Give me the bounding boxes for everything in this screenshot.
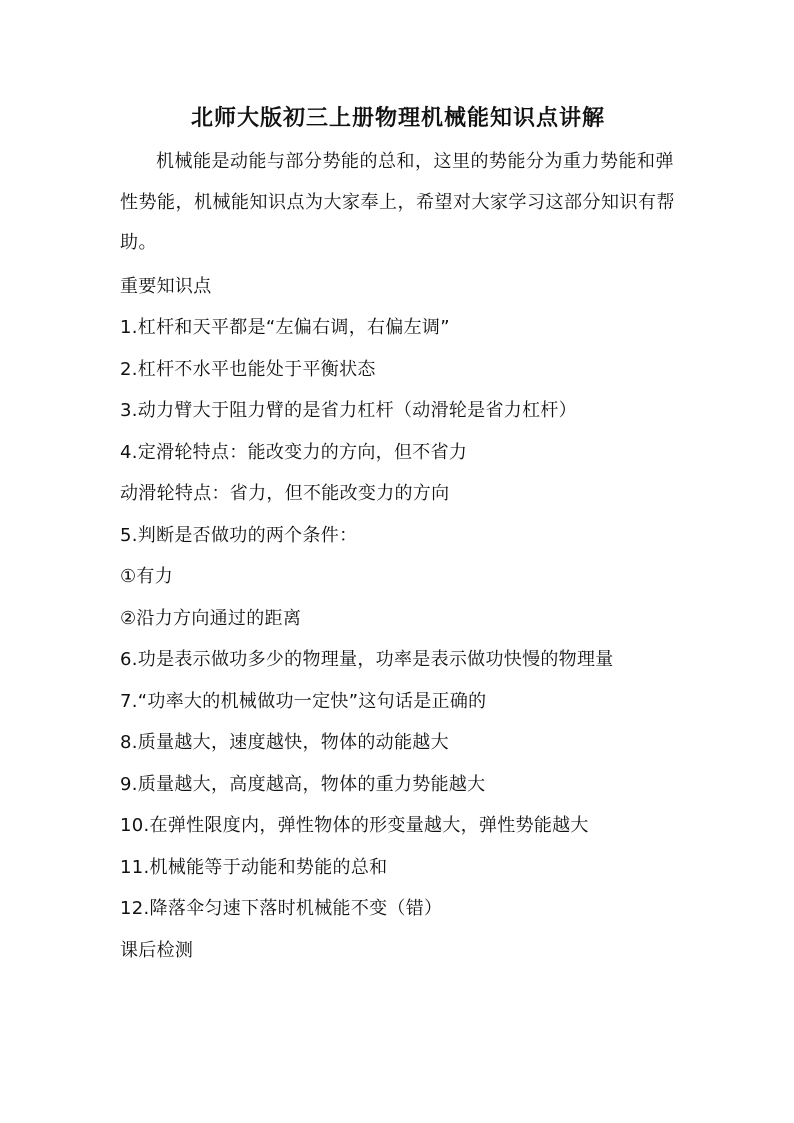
list-item: 6.功是表示做功多少的物理量，功率是表示做功快慢的物理量 — [120, 649, 614, 670]
list-item: 动滑轮特点：省力，但不能改变力的方向 — [120, 483, 450, 504]
document-title: 北师大版初三上册物理机械能知识点讲解 — [190, 105, 605, 131]
list-item: 1.杠杆和天平都是“左偏右调，右偏左调” — [120, 317, 450, 338]
intro-paragraph: 机械能是动能与部分势能的总和，这里的势能分为重力势能和弹性势能，机械能知识点为大家奉上，希望对大家学习这部分知识有帮助。 — [120, 151, 675, 253]
list-item: ①有力 — [120, 566, 174, 587]
list-item: 5.判断是否做功的两个条件： — [120, 524, 358, 546]
list-item: 3.动力臂大于阻力臂的是省力杠杆（动滑轮是省力杠杆） — [120, 400, 577, 421]
section-heading-key-points: 重要知识点 — [120, 275, 212, 297]
list-item: 2.杠杆不水平也能处于平衡状态 — [120, 358, 376, 380]
list-item: 10.在弹性限度内，弹性物体的形变量越大，弹性势能越大 — [120, 815, 589, 836]
list-item: 11.机械能等于动能和势能的总和 — [120, 856, 388, 878]
list-item: 4.定滑轮特点：能改变力的方向，但不省力 — [120, 441, 468, 463]
section-heading-after-class-test: 课后检测 — [120, 939, 194, 961]
content-lines — [120, 266, 676, 972]
list-item: 7.“功率大的机械做功一定快”这句话是正确的 — [120, 690, 487, 712]
list-item: 9.质量越大，高度越高，物体的重力势能越大 — [120, 773, 486, 795]
list-item: ②沿力方向通过的距离 — [120, 607, 302, 629]
list-item: 8.质量越大，速度越快，物体的动能越大 — [120, 732, 449, 753]
list-item: 12.降落伞匀速下落时机械能不变（错） — [120, 898, 443, 919]
